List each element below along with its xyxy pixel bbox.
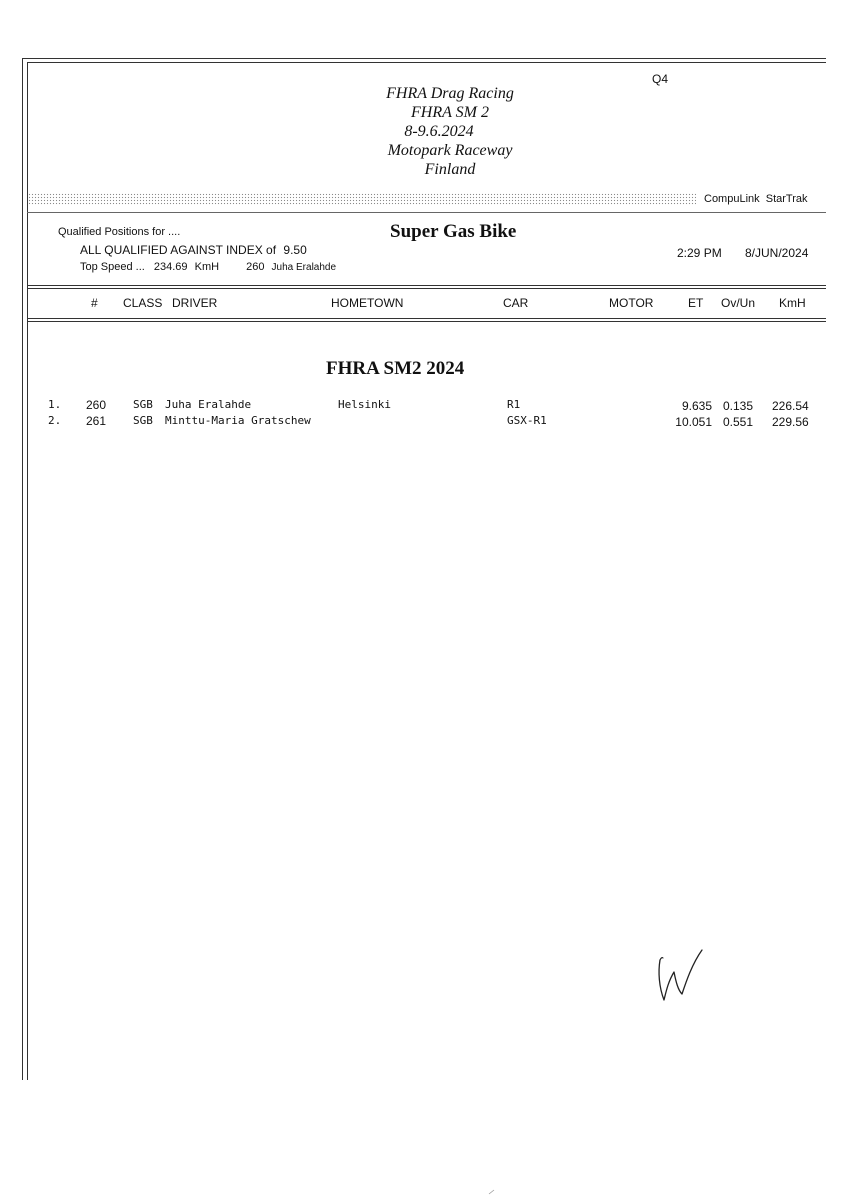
frame-left-line-inner — [27, 62, 28, 1080]
row-ovun: 0.551 — [723, 415, 754, 429]
col-et: ET — [688, 296, 704, 310]
event-header — [330, 84, 570, 179]
row-class: SGB — [133, 398, 153, 411]
event-line-4: Motopark Raceway — [387, 142, 513, 159]
row-num: 260 — [86, 398, 107, 412]
event-line-3: 8-9.6.2024 — [404, 123, 474, 140]
row-pos: 1. — [48, 398, 62, 411]
row-et: 9.635 — [681, 399, 712, 413]
scan-speck — [488, 1188, 496, 1196]
dotted-separator — [28, 193, 696, 205]
header-bottom-line-2 — [27, 321, 826, 322]
row-kmh: 229.56 — [772, 415, 809, 429]
qualified-label: Qualified Positions for .... — [58, 226, 181, 238]
col-class: CLASS — [123, 296, 163, 310]
top-speed-unit: KmH — [194, 261, 220, 273]
row-et: 10.051 — [675, 415, 712, 429]
row-class: SGB — [133, 414, 153, 427]
index-label: ALL QUALIFIED AGAINST INDEX of — [80, 243, 277, 257]
top-speed-line — [80, 261, 336, 273]
col-motor: MOTOR — [609, 296, 654, 310]
row-driver: Minttu-Maria Gratschew — [165, 414, 311, 427]
signature-mark — [650, 942, 710, 1012]
frame-top-line-inner — [27, 62, 826, 63]
system-name: CompuLink StarTrak — [704, 193, 808, 205]
top-speed-label: Top Speed ... — [80, 261, 145, 273]
index-line — [80, 243, 307, 257]
frame-top-line-outer — [22, 58, 826, 59]
col-driver: DRIVER — [172, 296, 218, 310]
class-title: Super Gas Bike — [390, 221, 517, 242]
col-ovun: Ov/Un — [721, 296, 756, 310]
section-title: FHRA SM2 2024 — [326, 358, 465, 379]
col-kmh: KmH — [779, 296, 806, 310]
index-value: 9.50 — [283, 243, 307, 257]
top-speed-car-no: 260 — [246, 261, 265, 273]
row-kmh: 226.54 — [772, 399, 809, 413]
header-bottom-line-1 — [27, 318, 826, 319]
frame-left-line-outer — [22, 58, 23, 1080]
event-line-1: FHRA Drag Racing — [386, 85, 514, 102]
event-line-5: Finland — [424, 161, 476, 178]
row-driver: Juha Eralahde — [165, 398, 252, 411]
time-value: 2:29 PM — [677, 246, 722, 260]
col-car: CAR — [503, 296, 529, 310]
page-code: Q4 — [652, 72, 669, 86]
top-speed-value: 234.69 — [153, 261, 188, 273]
row-car: GSX-R1 — [507, 414, 547, 427]
separator-line-1 — [27, 212, 826, 213]
col-hometown: HOMETOWN — [331, 296, 404, 310]
header-top-line-2 — [27, 288, 826, 289]
event-line-2: FHRA SM 2 — [411, 104, 489, 121]
row-hometown: Helsinki — [338, 398, 391, 411]
row-car: R1 — [507, 398, 521, 411]
row-pos: 2. — [48, 414, 62, 427]
date-value: 8/JUN/2024 — [745, 246, 809, 260]
row-ovun: 0.135 — [723, 399, 754, 413]
col-num: # — [91, 296, 98, 310]
row-num: 261 — [86, 414, 107, 428]
header-top-line-1 — [27, 285, 826, 286]
top-speed-driver: Juha Eralahde — [271, 262, 337, 273]
